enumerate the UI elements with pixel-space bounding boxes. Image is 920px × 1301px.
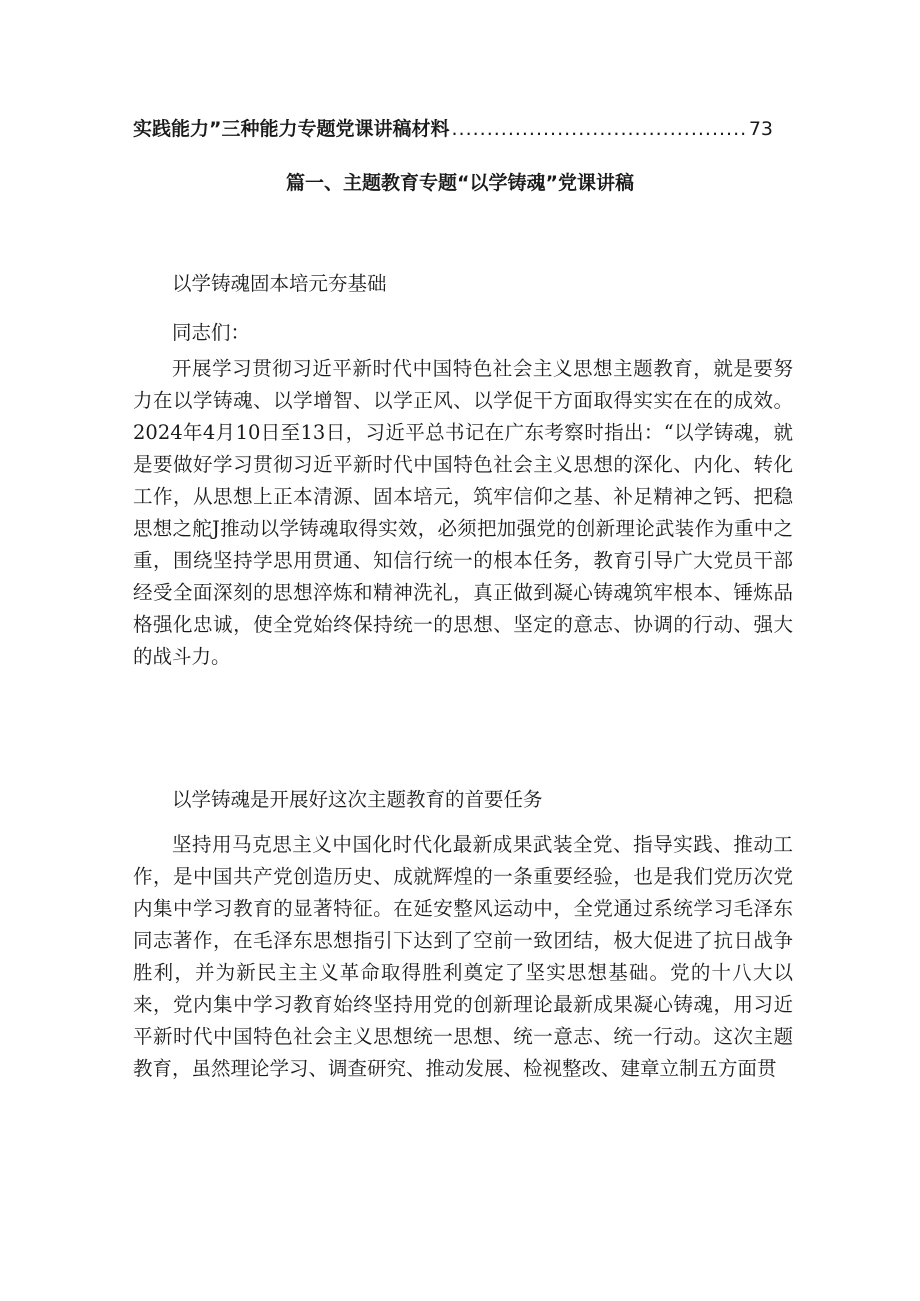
body-paragraph: 坚持用马克思主义中国化时代化最新成果武装全党、指导实践、推动工作，是中国共产党创造历史、成就辉煌的一条重要经验，也是我们党历次党内集中学习教育的显著特征。在延安整风运动中，全党通过系统学习毛泽东同志著作，在毛泽东思想指引下达到了空前一致团结，极大促进了抗日战争胜利，并为新民主主义革命取得胜利奠定了坚实思想基础。党的十八大以来，党内集中学习教育始终坚持用党的创新理论最新成果凝心铸魂，用习近平新时代中国特色社会主义思想统一思想、统一意志、统一行动。这次主题教育，虽然理论学习、调查研究、推动发展、检视整改、建章立制五方面贯: [133, 833, 793, 1080]
chapter-heading: 篇一、主题教育专题“以学铸魂”党课讲稿: [286, 172, 634, 194]
section-heading: 以学铸魂是开展好这次主题教育的首要任务: [172, 788, 543, 811]
body-paragraph: 开展学习贯彻习近平新时代中国特色社会主义思想主题教育，就是要努力在以学铸魂、以学增智、以学正风、以学促干方面取得实实在在的成效。2024年4月10日至13日，习近平总书记在广东考察时指出：“以学铸魂，就是要做好学习贯彻习近平新时代中国特色社会主义思想的深化、内化、转化工作，从思想上正本清源、固本培元，筑牢信仰之基、补足精神之钙、把稳思想之舵J推动以学铸魂取得实效，必须把加强党的创新理论武装作为重中之重，围绕坚持学思用贯通、知信行统一的根本任务，教育引导广大党员干部经受全面深刻的思想淬炼和精神洗礼，真正做到凝心铸魂筑牢根本、锤炼品格强化忠诚，使全党始终保持统一的思想、坚定的意志、协调的行动、强大的战斗力。: [133, 357, 793, 668]
toc-entry-title: 实践能力”三种能力专题党课讲稿材料: [133, 118, 450, 140]
toc-entry[interactable]: [133, 114, 773, 144]
speech-subtitle: 以学铸魂固本培元夯基础: [172, 272, 387, 295]
toc-leader-dots: [452, 118, 747, 140]
salutation: 同志们：: [172, 321, 251, 344]
toc-page-number: 73: [748, 118, 773, 140]
